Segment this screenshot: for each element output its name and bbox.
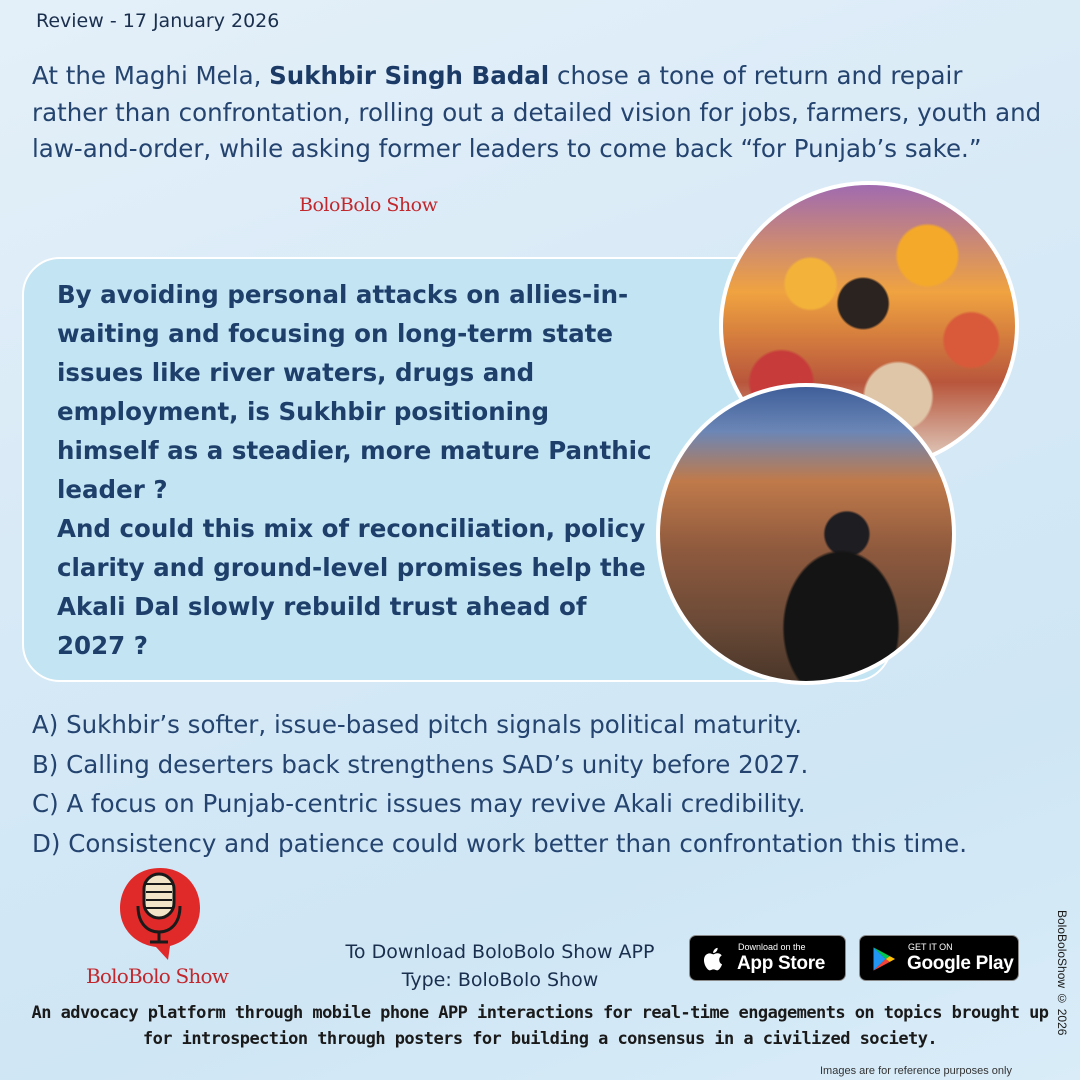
question-line-2: And could this mix of reconciliation, policy clarity and ground-level promises help the Akali Dal slowly rebuild trust ahead of 2027 ? bbox=[57, 514, 646, 660]
copyright: BoloBoloShow © 2026 bbox=[1055, 910, 1069, 1036]
googleplay-big-text: Google Play bbox=[907, 953, 1014, 974]
googleplay-small-text: GET IT ON bbox=[908, 942, 953, 952]
google-play-badge[interactable] bbox=[859, 935, 1019, 981]
option-b[interactable]: B) Calling deserters back strengthens SAD’s unity before 2027. bbox=[32, 749, 809, 779]
intro-name: Sukhbir Singh Badal bbox=[269, 61, 550, 90]
disclaimer: Images are for reference purposes only bbox=[820, 1065, 1012, 1077]
option-c[interactable]: C) A focus on Punjab-centric issues may revive Akali credibility. bbox=[32, 789, 806, 818]
option-d[interactable]: D) Consistency and patience could work better than confrontation this time. bbox=[32, 828, 968, 858]
appstore-big-text: App Store bbox=[737, 953, 826, 974]
logo-text: BoloBolo Show bbox=[86, 964, 229, 988]
intro-after-name: chose a tone of return and repair rather than confrontation, rolling out a detailed vision for jobs, farmers, youth and law-and-order, while asking former leaders to come back “for Punjab’s sake.” bbox=[32, 61, 1042, 163]
appstore-small-text: Download on the bbox=[738, 942, 806, 952]
download-instructions bbox=[300, 938, 700, 994]
tagline: An advocacy platform through mobile phone APP interactions for real-time engagements on topics brought up for introspection through posters for building a consensus in a civilized society. bbox=[31, 1003, 1049, 1049]
intro-paragraph bbox=[32, 58, 1042, 168]
option-a[interactable]: A) Sukhbir’s softer, issue-based pitch signals political maturity. bbox=[32, 710, 803, 739]
app-store-badge[interactable] bbox=[689, 935, 846, 981]
watermark-text: BoloBolo Show bbox=[299, 194, 438, 216]
question-line-1: By avoiding personal attacks on allies-in-waiting and focusing on long-term state issues like river waters, drugs and employment, is Sukhbir positioning himself as a steadier, more mature Panthic leader ? bbox=[57, 280, 652, 504]
download-line-1: To Download BoloBolo Show APP bbox=[345, 941, 655, 963]
rally-photo-2 bbox=[656, 383, 956, 685]
bolobolo-logo bbox=[82, 862, 252, 992]
apple-icon bbox=[700, 945, 728, 973]
options-list bbox=[32, 705, 1072, 863]
download-line-2: Type: BoloBolo Show bbox=[401, 969, 599, 991]
review-date: Review - 17 January 2026 bbox=[36, 10, 280, 32]
question-text bbox=[57, 275, 657, 665]
intro-before-name: At the Maghi Mela, bbox=[32, 61, 270, 90]
google-play-icon bbox=[870, 945, 898, 973]
